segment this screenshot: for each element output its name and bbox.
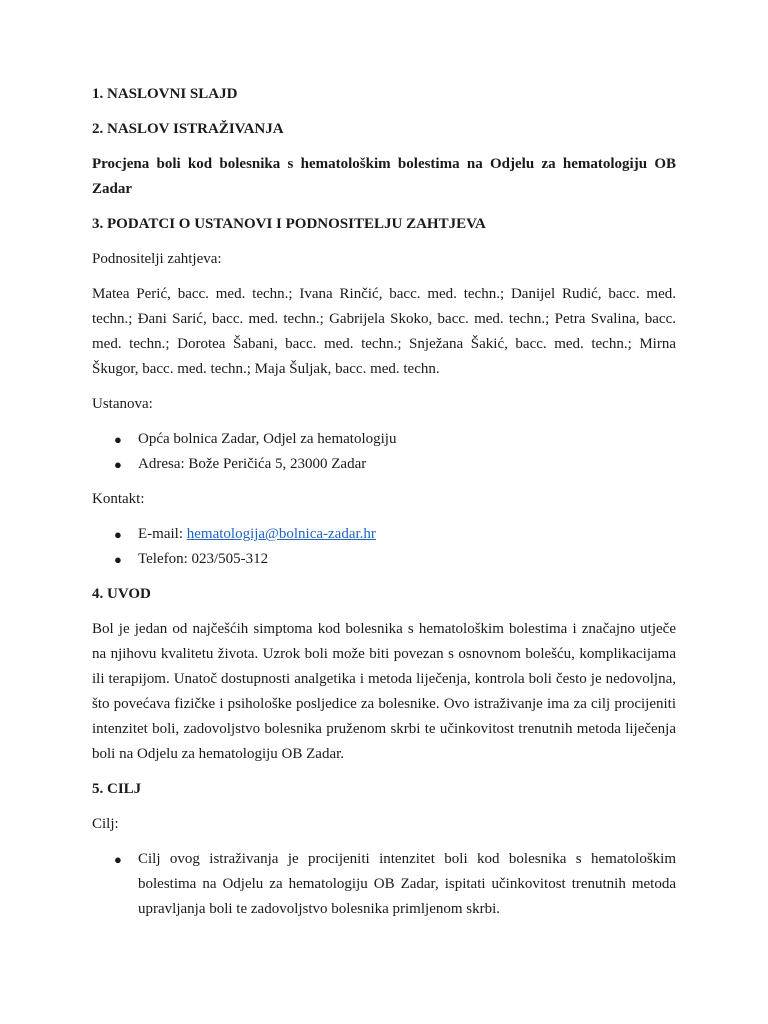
section-2-heading: 2. NASLOV ISTRAŽIVANJA	[92, 121, 284, 137]
section-3-heading: 3. PODATCI O USTANOVI I PODNOSITELJU ZAHTJEVA	[92, 216, 486, 232]
section-1-heading: 1. NASLOVNI SLAJD	[92, 86, 238, 102]
goal-label: Cilj:	[92, 816, 119, 832]
institution-address: Adresa: Bože Peričića 5, 23000 Zadar	[138, 456, 367, 472]
section-4-heading: 4. UVOD	[92, 586, 151, 602]
institution-label: Ustanova:	[92, 396, 153, 412]
submitters-text: Matea Perić, bacc. med. techn.; Ivana Rinčić, bacc. med. techn.; Danijel Rudić, bacc. med. techn.; Đani Sarić, bacc. med. techn.; Gabrijela Skoko, bacc. med. techn.; Petra Svalina, bacc. med. techn.; Dorotea Šabani, bacc. med. techn.; Snježana Šakić, bacc. med. techn.; Mirna Škugor, bacc. med. techn.; Maja Šuljak, bacc. med. techn.	[92, 286, 676, 377]
document-page	[92, 82, 676, 922]
goal-list	[92, 847, 676, 922]
list-item	[92, 547, 676, 572]
institution-name: Opća bolnica Zadar, Odjel za hematologiju	[138, 431, 397, 447]
research-title: Procjena boli kod bolesnika s hematološkim bolestima na Odjelu za hematologiju OB Zadar	[92, 156, 676, 197]
phone-text: Telefon: 023/505-312	[138, 551, 269, 567]
list-item	[92, 427, 676, 452]
submitters-label: Podnositelji zahtjeva:	[92, 251, 222, 267]
contact-list	[92, 522, 676, 572]
bullet-icon: ●	[114, 527, 122, 542]
email-link[interactable]: hematologija@bolnica-zadar.hr	[186, 526, 376, 542]
section-5-heading: 5. CILJ	[92, 781, 142, 797]
intro-text: Bol je jedan od najčešćih simptoma kod bolesnika s hematološkim bolestima i značajno utječe na njihovu kvalitetu života. Uzrok boli može biti povezan s osnovnom bolešću, komplikacijama ili terapijom. Unatoč dostupnosti analgetika i metoda liječenja, kontrola boli često je nedovoljna, što povećava fizičke i psihološke posljedice za bolesnike. Ovo istraživanje ima za cilj procijeniti intenzitet boli, zadovoljstvo bolesnika pruženom skrbi te učinkovitost trenutnih metoda liječenja boli na Odjelu za hematologiju OB Zadar.	[92, 621, 676, 762]
institution-list	[92, 427, 676, 477]
list-item	[92, 522, 676, 547]
email-prefix: E-mail:	[138, 526, 187, 542]
goal-text: Cilj ovog istraživanja je procijeniti intenzitet boli kod bolesnika s hematološkim bolestima na Odjelu za hematologiju OB Zadar, ispitati učinkovitost trenutnih metoda upravljanja boli te zadovoljstvo bolesnika primljenom skrbi.	[138, 851, 676, 917]
bullet-icon: ●	[114, 852, 122, 867]
bullet-icon: ●	[114, 552, 122, 567]
list-item	[92, 452, 676, 477]
list-item	[92, 847, 676, 922]
contact-label: Kontakt:	[92, 491, 145, 507]
bullet-icon: ●	[114, 457, 122, 472]
bullet-icon: ●	[114, 432, 122, 447]
